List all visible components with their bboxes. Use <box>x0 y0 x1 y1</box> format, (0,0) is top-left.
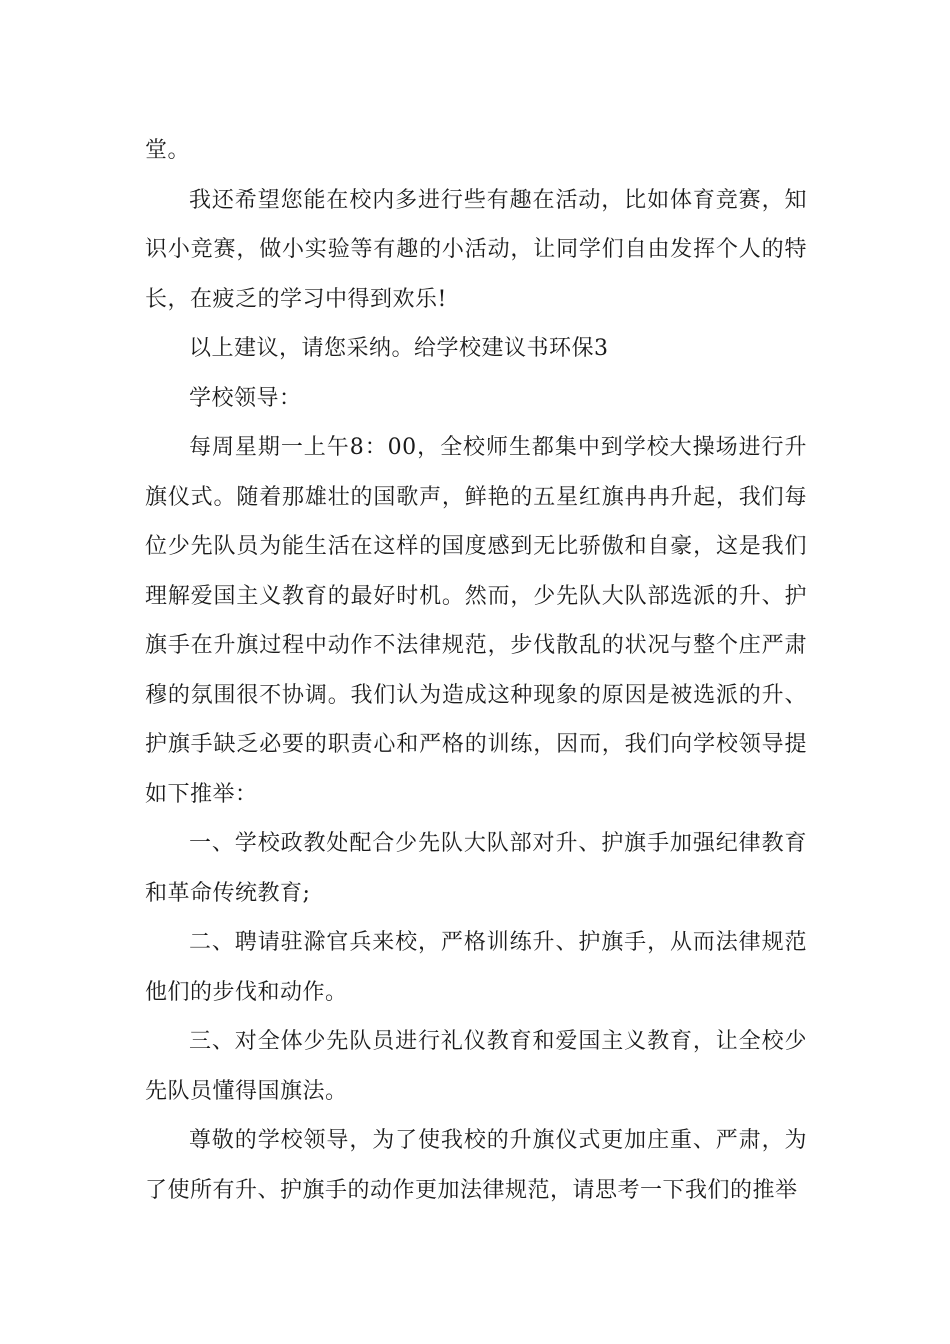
paragraph-final-appeal: 尊敬的学校领导，为了使我校的升旗仪式更加庄重、严肃，为了使所有升、护旗手的动作更加法律规范，请思考一下我们的推举 <box>145 1128 807 1203</box>
paragraph-continuation: 堂。 <box>145 138 191 163</box>
paragraph-closing-title: 以上建议，请您采纳。给学校建议书环保3 <box>189 336 609 361</box>
paragraph-salutation: 学校领导： <box>189 385 302 411</box>
paragraph-suggestion-one: 一、学校政教处配合少先队大队部对升、护旗手加强纪律教育和革命传统教育; <box>145 831 807 906</box>
paragraph-flag-ceremony: 每周星期一上午8：00，全校师生都集中到学校大操场进行升旗仪式。随着那雄壮的国歌声，鲜艳的五星红旗冉冉升起，我们每位少先队员为能生活在这样的国度感到无比骄傲和自豪，这是我们理解爱国主义教育的最好时机。然而，少先队大队部选派的升、护旗手在升旗过程中动作不法律规范，步伐散乱的状况与整个庄严肃穆的氛围很不协调。我们认为造成这种现象的原因是被选派的升、护旗手缺乏必要的职责心和严格的训练，因而，我们向学校领导提如下推举： <box>145 435 807 807</box>
paragraph-suggestion-three: 三、对全体少先队员进行礼仪教育和爱国主义教育，让全校少先队员懂得国旗法。 <box>145 1029 807 1104</box>
document-body <box>145 126 807 1215</box>
paragraph-activities-wish: 我还希望您能在校内多进行些有趣在活动，比如体育竞赛，知识小竞赛，做小实验等有趣的小活动，让同学们自由发挥个人的特长，在疲乏的学习中得到欢乐! <box>145 187 807 312</box>
paragraph-suggestion-two: 二、聘请驻滁官兵来校，严格训练升、护旗手，从而法律规范他们的步伐和动作。 <box>145 930 807 1005</box>
